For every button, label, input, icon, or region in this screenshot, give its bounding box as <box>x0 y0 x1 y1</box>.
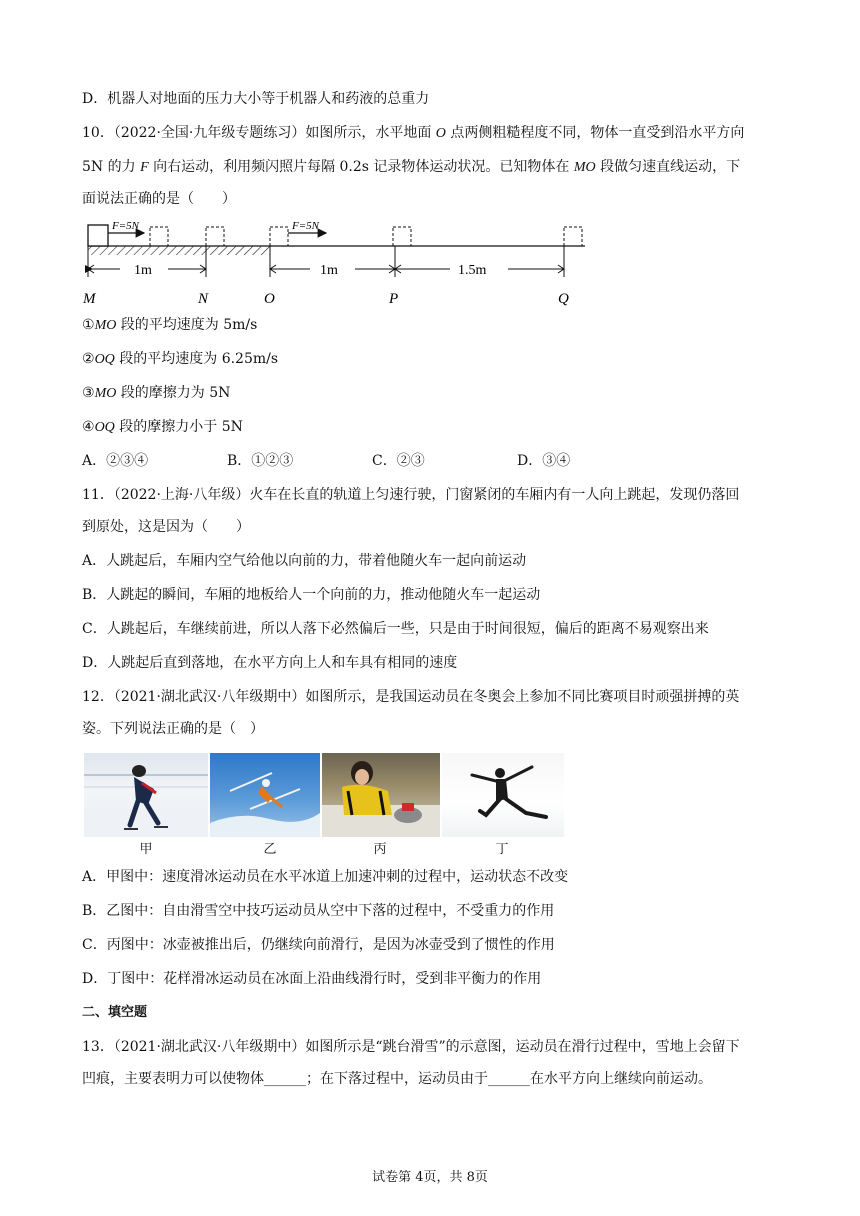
q10-segment: MO <box>94 318 117 333</box>
dist-mn-label: 1m <box>134 263 152 278</box>
q9-option-d: D．机器人对地面的压力大小等于机器人和药液的总重力 <box>82 91 430 107</box>
q10-statement-4 <box>82 417 243 438</box>
q10-text: 段的摩擦力为 5N <box>116 385 231 401</box>
q10-stem-line2 <box>82 157 740 178</box>
q10-segment: OQ <box>94 420 115 435</box>
q10-text: ③ <box>82 385 95 401</box>
caption-bing: 丙 <box>373 842 387 857</box>
q10-text: 段的平均速度为 5m/s <box>116 317 258 333</box>
q10-option-d: D．③④ <box>517 453 571 469</box>
q10-text: 点两侧粗糙程度不同，物体一直受到沿水平方向 <box>445 125 745 141</box>
caption-ding: 丁 <box>495 842 509 857</box>
q12-stem-line2: 姿。下列说法正确的是（ ） <box>82 721 264 737</box>
q10-segment: OQ <box>94 352 115 367</box>
q11-option-c: C．人跳起后，车继续前进，所以人落下必然偏后一些，只是由于时间很短，偏后的距离不易观察出来 <box>82 621 709 637</box>
q10-text: 段做匀速直线运动，下 <box>595 159 741 175</box>
q10-motion-diagram <box>80 215 590 310</box>
q10-statement-2 <box>82 349 278 370</box>
caption-yi: 乙 <box>263 842 277 857</box>
q10-segment-mo: MO <box>573 160 596 175</box>
q11-option-a: A．人跳起后，车厢内空气给他以向前的力，带着他随火车一起向前运动 <box>82 553 527 569</box>
q10-option-a: A．②③④ <box>82 453 149 469</box>
photo-figure-skater <box>442 753 564 837</box>
point-n-label: N <box>198 291 209 307</box>
q12-stem-line1: 12．（2021·湖北武汉·八年级期中）如图所示，是我国运动员在冬奥会上参加不同比赛项目时顽强拼搏的英 <box>82 689 740 705</box>
q10-force-f: F <box>140 160 149 175</box>
photo-aerial-skier <box>210 753 320 837</box>
q10-text: 段的摩擦力小于 5N <box>114 419 243 435</box>
q10-option-b: B．①②③ <box>227 453 294 469</box>
force-label-1: F=5N <box>112 220 139 232</box>
q13-stem-line1: 13．（2021·湖北武汉·八年级期中）如图所示是“跳台滑雪”的示意图，运动员在滑行过程中，雪地上会留下 <box>82 1039 740 1055</box>
q12-option-c: C．丙图中：冰壶被推出后，仍继续向前滑行，是因为冰壶受到了惯性的作用 <box>82 937 555 953</box>
q10-point-o: O <box>435 126 446 141</box>
q10-text: ② <box>82 351 95 367</box>
q11-stem-line2: 到原处，这是因为（ ） <box>82 519 250 535</box>
block-solid <box>88 225 108 246</box>
point-q-label: Q <box>558 291 569 307</box>
q10-text: 10．（2022·全国·九年级专题练习）如图所示，水平地面 <box>82 125 436 141</box>
q11-option-d: D．人跳起后直到落地，在水平方向上人和车具有相同的速度 <box>82 655 458 671</box>
q10-text: ④ <box>82 419 95 435</box>
dist-op-label: 1m <box>320 263 338 278</box>
point-o-label: O <box>264 291 275 307</box>
q10-stem-line3: 面说法正确的是（ ） <box>82 191 236 207</box>
point-m-label: M <box>83 291 96 307</box>
q10-stem-line1 <box>82 123 744 144</box>
q12-option-a: A．甲图中：速度滑冰运动员在水平冰道上加速冲刺的过程中，运动状态不改变 <box>82 869 569 885</box>
dist-pq-label: 1.5m <box>458 263 487 278</box>
force-label-2: F=5N <box>292 220 319 232</box>
section-heading-fill-blank: 二、填空题 <box>82 1005 148 1020</box>
q10-statement-3 <box>82 383 230 404</box>
q12-option-d: D．丁图中：花样滑冰运动员在冰面上沿曲线滑行时，受到非平衡力的作用 <box>82 971 542 987</box>
q10-segment: MO <box>94 386 117 401</box>
q11-stem-line1: 11．（2022·上海·八年级）火车在长直的轨道上匀速行驶，门窗紧闭的车厢内有一人向上跳起，发现仍落回 <box>82 487 740 503</box>
photo-speed-skater <box>84 753 208 837</box>
q10-text: 5N 的力 <box>82 159 141 175</box>
point-p-label: P <box>389 291 399 307</box>
q13-stem-line2: 凹痕，主要表明力可以使物体______；在下落过程中，运动员由于______在水平方向上继续向前运动。 <box>82 1071 712 1087</box>
q11-option-b: B．人跳起的瞬间，车厢的地板给人一个向前的力，推动他随火车一起运动 <box>82 587 541 603</box>
q10-statement-1 <box>82 315 257 336</box>
q10-text: 段的平均速度为 6.25m/s <box>114 351 279 367</box>
caption-jia: 甲 <box>139 842 153 857</box>
q10-text: ① <box>82 317 95 333</box>
q10-options <box>82 451 662 471</box>
page-footer: 试卷第 4页，共 8页 <box>372 1170 488 1185</box>
q10-option-c: C．②③ <box>372 453 425 469</box>
photo-curling <box>322 753 440 837</box>
q12-option-b: B．乙图中：自由滑雪空中技巧运动员从空中下落的过程中，不受重力的作用 <box>82 903 555 919</box>
q10-text: 向右运动，利用频闪照片每隔 0.2s 记录物体运动状况。已知物体在 <box>148 159 574 175</box>
